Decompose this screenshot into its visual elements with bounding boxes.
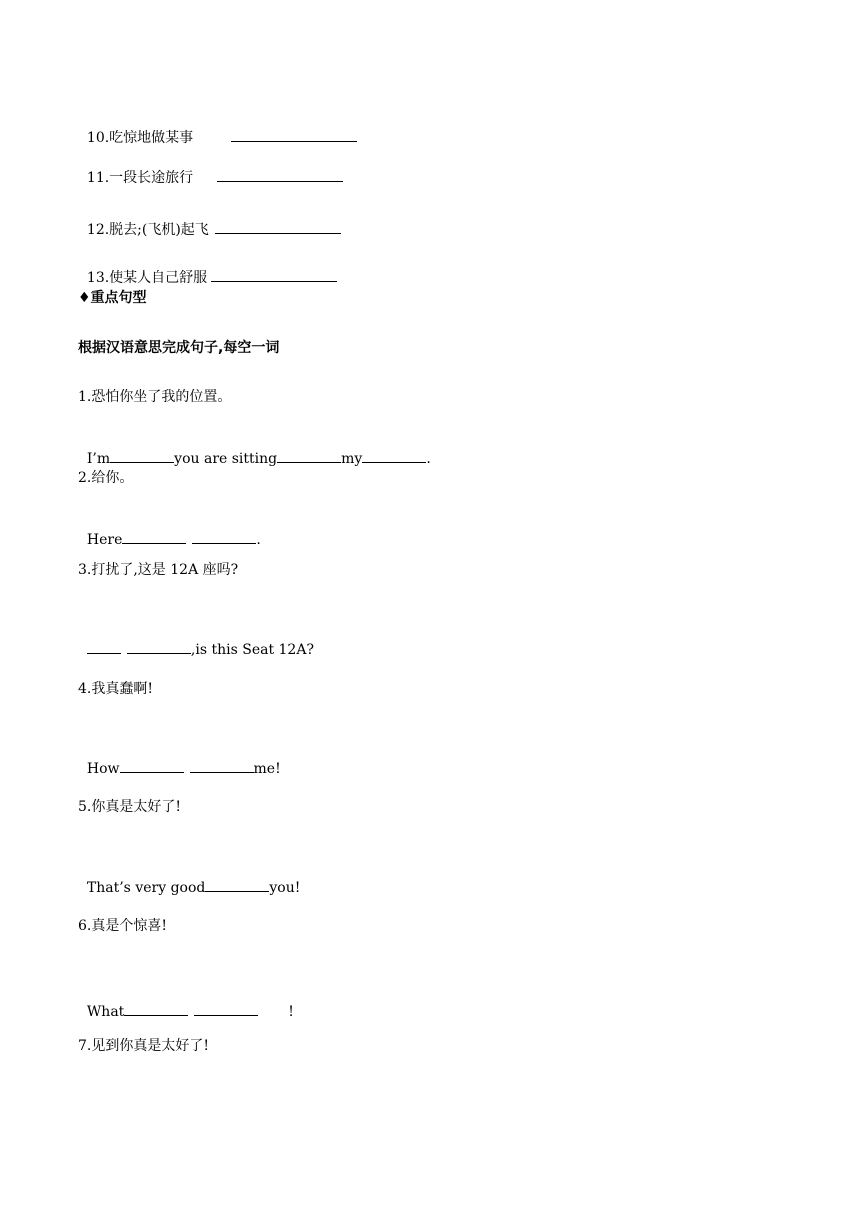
answer-blank[interactable] [190,758,254,773]
item-text: 一段长途旅行 [109,170,194,186]
sentence-1-chinese: 1.恐怕你坐了我的位置。 [78,389,232,405]
sentence-2-english [78,509,261,550]
sentence-text: What [86,1004,125,1020]
answer-blank[interactable] [211,267,337,282]
answer-blank[interactable] [87,639,121,654]
sentence-3-chinese: 3.打扰了,这是 12A 座吗? [78,562,239,578]
sentence-text: my [341,451,363,467]
sentence-6-english [78,981,294,1022]
sentence-text: I’m [86,451,111,467]
vocab-item-12 [78,199,341,240]
sentence-6-chinese: 6.真是个惊喜! [78,918,167,934]
sentence-2-chinese: 2.给你。 [78,470,134,486]
sentence-text: you! [269,880,301,896]
sentence-1-english [78,428,431,469]
sentence-text: me! [253,761,281,777]
sentence-7-chinese: 7.见到你真是太好了! [78,1038,209,1054]
item-number: 10. [86,130,110,146]
item-number: 13. [86,270,110,286]
answer-blank[interactable] [110,448,174,463]
item-number: 12. [86,222,110,238]
sentence-3-english [78,619,314,660]
section-instruction: 根据汉语意思完成句子,每空一词 [78,340,280,356]
sentence-4-chinese: 4.我真蠢啊! [78,681,153,697]
sentence-5-chinese: 5.你真是太好了! [78,799,181,815]
answer-blank[interactable] [124,1001,188,1016]
answer-blank[interactable] [217,167,343,182]
sentence-text: you are sitting [174,451,278,467]
answer-blank[interactable] [362,448,426,463]
section-title: ♦重点句型 [78,290,147,306]
sentence-4-english [78,738,281,779]
sentence-text: ,is this Seat 12A? [190,642,314,658]
answer-blank[interactable] [127,639,191,654]
answer-blank[interactable] [120,758,184,773]
vocab-item-13 [78,247,337,288]
sentence-text: . [426,451,431,467]
sentence-text: That’s very good [86,880,206,896]
item-text: 脱去;(飞机)起飞 [109,222,209,238]
answer-blank[interactable] [231,127,357,142]
answer-blank[interactable] [192,529,256,544]
vocab-item-11 [78,147,343,188]
sentence-text: How [86,761,120,777]
vocab-item-10 [78,107,357,148]
sentence-text: . [256,532,261,548]
answer-blank[interactable] [205,877,269,892]
answer-blank[interactable] [215,219,341,234]
item-text: 吃惊地做某事 [109,130,194,146]
sentence-text: ! [288,1004,294,1020]
sentence-5-english [78,857,300,898]
answer-blank[interactable] [194,1001,258,1016]
sentence-text: Here [86,532,123,548]
answer-blank[interactable] [122,529,186,544]
item-text: 使某人自己舒服 [109,270,208,286]
item-number: 11. [86,170,110,186]
answer-blank[interactable] [277,448,341,463]
